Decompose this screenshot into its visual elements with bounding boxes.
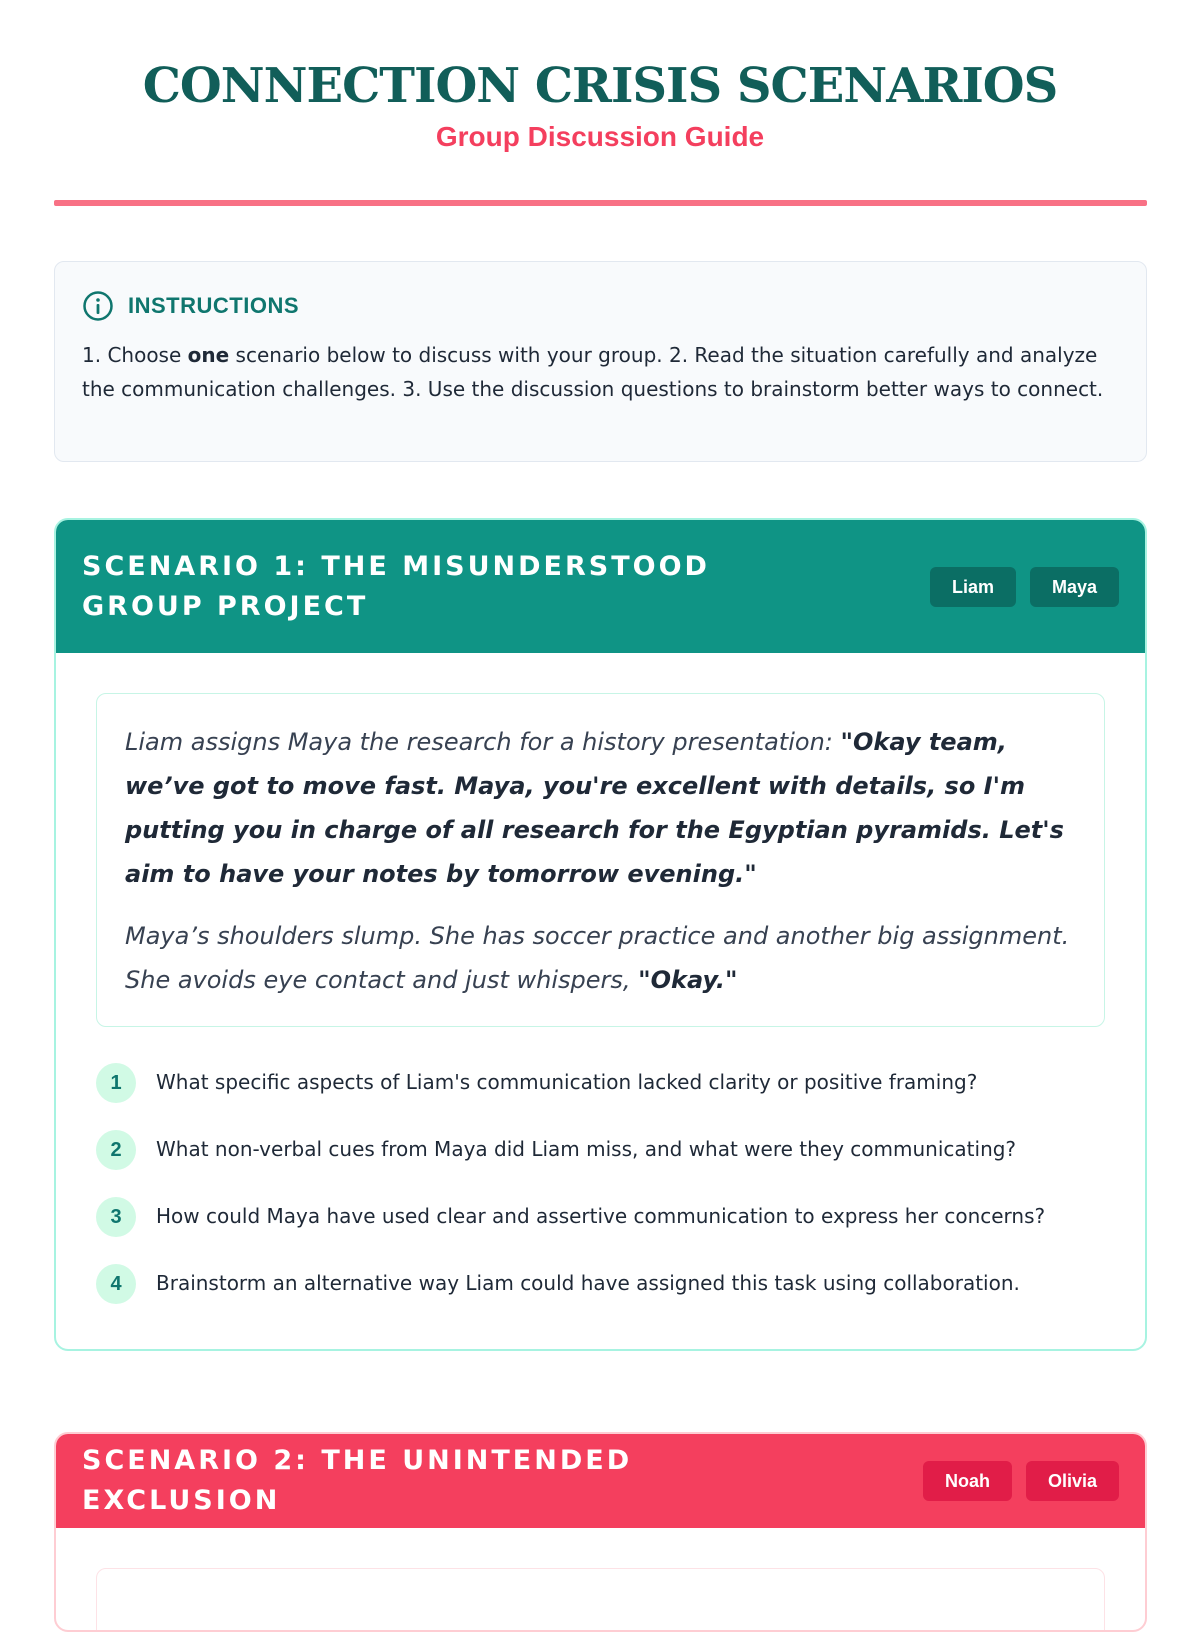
document-header [0, 0, 1200, 154]
scenario-title: SCENARIO 1: THE MISUNDERSTOOD GROUP PROJECT [82, 550, 710, 622]
character-tags [923, 1461, 1119, 1501]
question-text: How could Maya have used clear and assertive communication to express her concerns? [156, 1204, 1046, 1228]
instructions-text [82, 338, 1119, 406]
scenario-header [56, 1434, 1145, 1528]
story-paragraph [125, 914, 1076, 1002]
story-quote: "Okay." [638, 966, 738, 994]
question-text: What specific aspects of Liam's communication lacked clarity or positive framing? [156, 1070, 978, 1094]
question-number-badge: 3 [96, 1197, 136, 1237]
question-item [96, 1130, 1105, 1197]
scenario-story [96, 1568, 1105, 1632]
page-subtitle: Group Discussion Guide [435, 121, 765, 152]
scenario-header [56, 520, 1145, 653]
page-title: CONNECTION CRISIS SCENARIOS [142, 58, 1058, 114]
instructions-title: INSTRUCTIONS [128, 293, 299, 318]
question-number-badge: 2 [96, 1130, 136, 1170]
character-tag-olivia: Olivia [1026, 1461, 1119, 1501]
character-tags [930, 567, 1119, 607]
question-item [96, 1264, 1105, 1331]
instructions-text-part: 1. Choose [82, 343, 188, 367]
instructions-text-part: scenario below to discuss with your group. 2. Read the situation carefully and analyze the communication challenges. 3. Use the discussion questions to brainstorm better ways to connect. [82, 343, 1104, 401]
story-narration: Maya’s shoulders slump. She has soccer practice and another big assignment. She avoids eye contact and just whispers, [125, 922, 1070, 994]
instructions-emphasis: one [187, 343, 230, 367]
character-tag-noah: Noah [923, 1461, 1012, 1501]
story-narration: Liam assigns Maya the research for a history presentation: [125, 728, 841, 756]
info-icon [82, 290, 114, 322]
scenario-title: SCENARIO 2: THE UNINTENDED EXCLUSION [82, 1445, 633, 1516]
character-tag-liam: Liam [930, 567, 1016, 607]
story-paragraph [125, 720, 1076, 896]
story-quote: "Okay team, we’ve got to move fast. Maya, you're excellent with details, so I'm putting you in charge of all research for the Egyptian pyramids. Let's aim to have your notes by tomorrow evening." [125, 728, 1064, 888]
scenario-story [96, 693, 1105, 1027]
question-item [96, 1197, 1105, 1264]
question-number-badge: 4 [96, 1264, 136, 1304]
scenario-card-2 [54, 1432, 1147, 1632]
question-number-badge: 1 [96, 1063, 136, 1103]
character-tag-maya: Maya [1030, 567, 1119, 607]
scenario-card-1 [54, 518, 1147, 1351]
instructions-header [82, 290, 1119, 322]
header-divider [54, 200, 1147, 206]
instructions-box [54, 261, 1147, 462]
question-text: Brainstorm an alternative way Liam could have assigned this task using collaboration. [156, 1271, 1020, 1295]
question-item [96, 1063, 1105, 1130]
discussion-questions [96, 1063, 1105, 1331]
question-text: What non-verbal cues from Maya did Liam miss, and what were they communicating? [156, 1137, 1017, 1161]
